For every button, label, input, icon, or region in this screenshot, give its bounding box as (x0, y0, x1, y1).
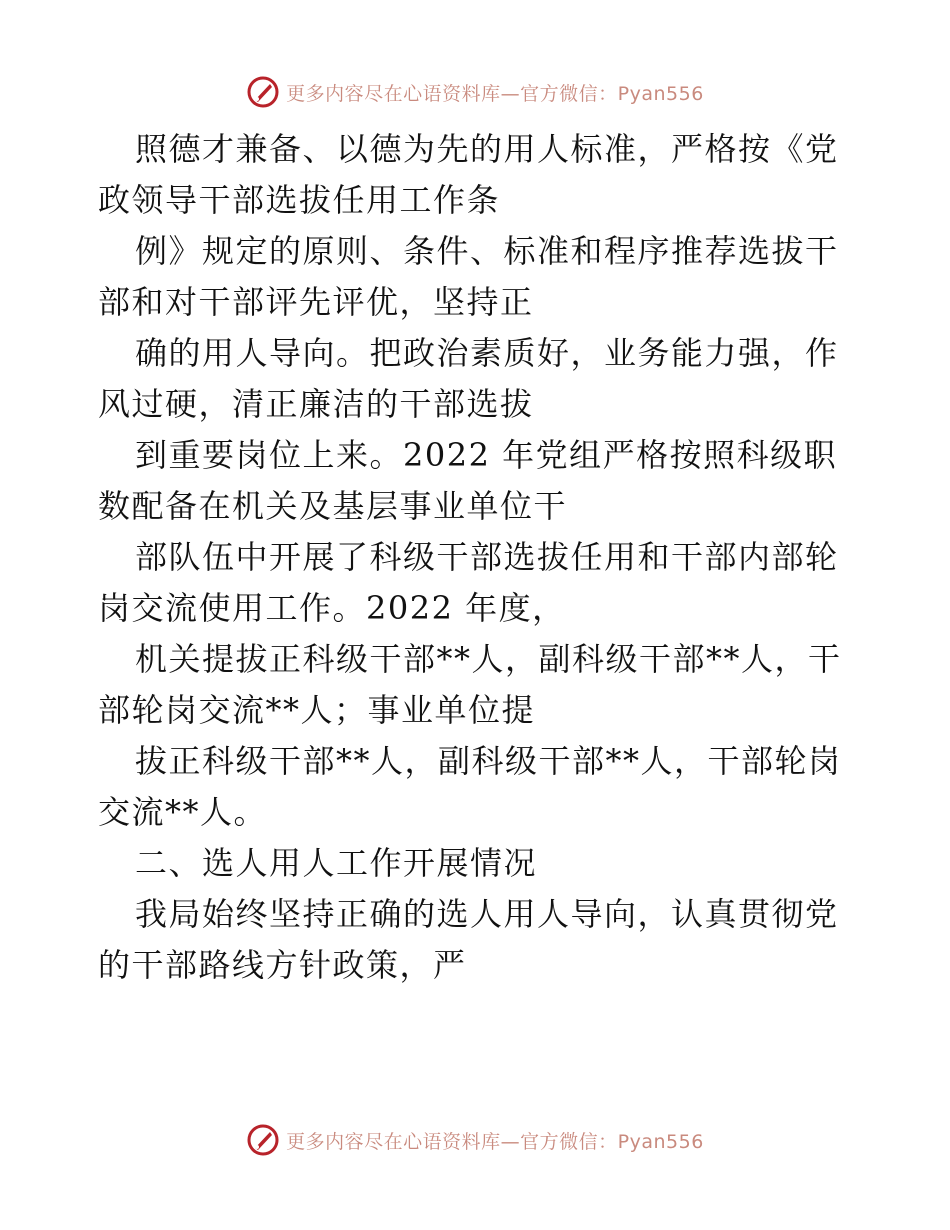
text-line: 到重要岗位上来。2022 年党组严格按照科级职 (135, 436, 838, 474)
text-line: 我局始终坚持正确的选人用人导向，认真贯彻党 (135, 895, 839, 933)
text-line: 岗交流使用工作。2022 年度， (98, 589, 566, 627)
text-line: 确的用人导向。把政治素质好，业务能力强，作 (135, 334, 839, 372)
document-body (98, 124, 858, 991)
text-line: 例》规定的原则、条件、标准和程序推荐选拔干 (135, 232, 839, 270)
watermark-text: 更多内容尽在心语资料库—官方微信：Pyan556 (286, 82, 704, 105)
text-line: 政领导干部选拔任用工作条 (98, 181, 501, 219)
watermark-banner-top (0, 72, 950, 112)
text-line: 风过硬，清正廉洁的干部选拔 (98, 385, 534, 423)
text-line: 部轮岗交流**人；事业单位提 (98, 691, 536, 729)
quill-circle-logo-icon (246, 75, 280, 109)
text-line: 拔正科级干部**人，副科级干部**人，干部轮岗 (135, 742, 842, 780)
text-line: 照德才兼备、以德为先的用人标准，严格按《党 (135, 130, 839, 168)
text-line: 交流**人。 (98, 793, 268, 831)
text-line: 数配备在机关及基层事业单位干 (98, 487, 568, 525)
watermark-text: 更多内容尽在心语资料库—官方微信：Pyan556 (286, 1130, 704, 1153)
watermark-banner-bottom (0, 1120, 950, 1160)
text-line: 部和对干部评先评优，坚持正 (98, 283, 534, 321)
text-line: 部队伍中开展了科级干部选拔任用和干部内部轮 (135, 538, 839, 576)
text-line: 机关提拔正科级干部**人，副科级干部**人，干 (135, 640, 842, 678)
section-heading: 二、选人用人工作开展情况 (135, 844, 538, 882)
text-line: 的干部路线方针政策，严 (98, 946, 467, 984)
quill-circle-logo-icon (246, 1123, 280, 1157)
